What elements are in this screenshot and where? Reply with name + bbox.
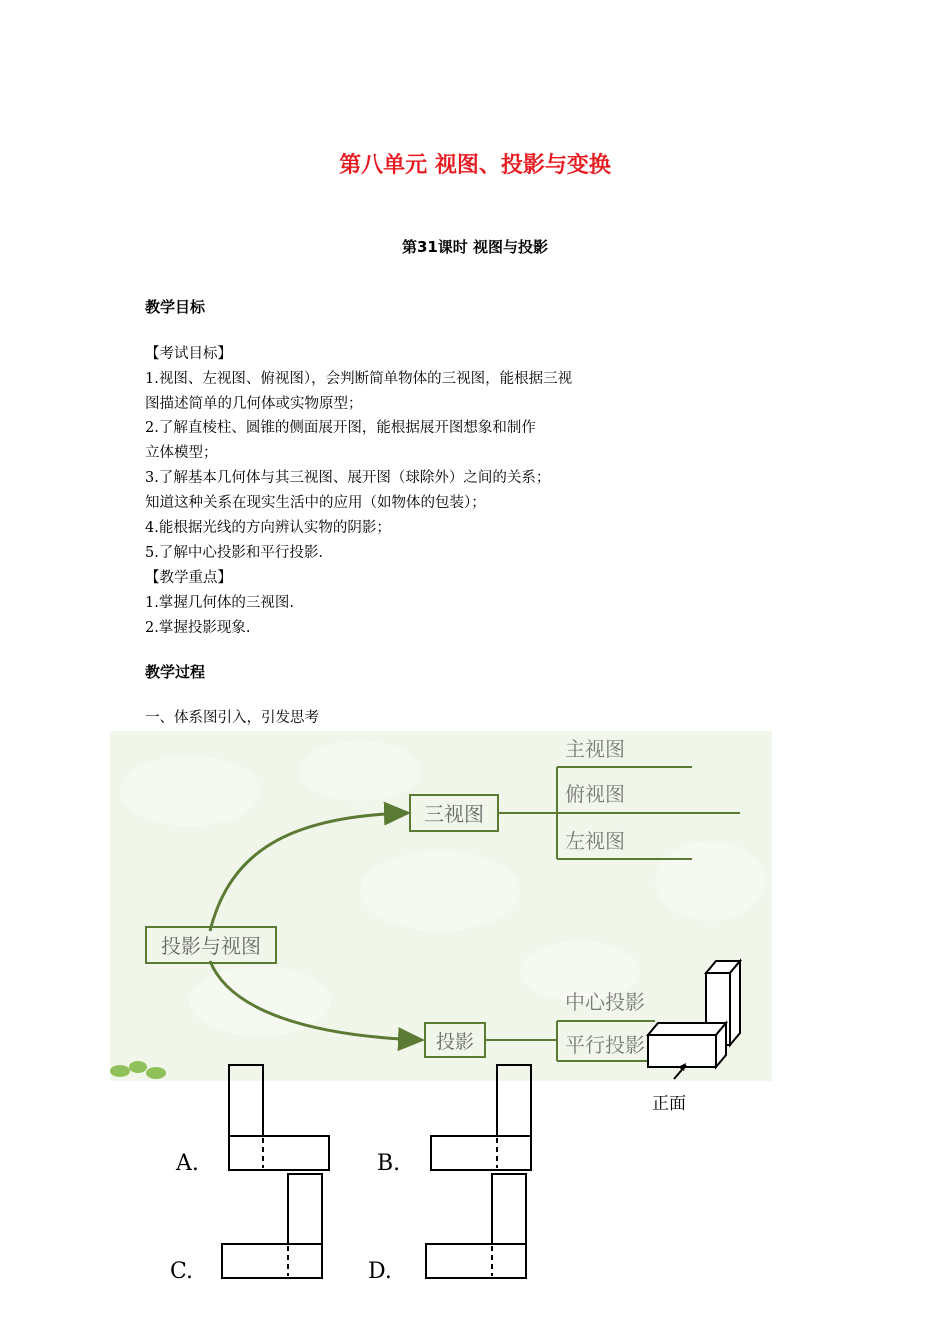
option-d-label: D. — [368, 1259, 392, 1284]
diagram-node-projection: 投影 — [435, 1031, 475, 1053]
goal-line: 5.了解中心投影和平行投影. — [145, 545, 323, 561]
goal-line: 2.了解直棱柱、圆锥的侧面展开图，能根据展开图想象和制作 — [145, 420, 536, 436]
diagram-leaf-top-view: 俯视图 — [565, 782, 625, 806]
goal-line: 图描述简单的几何体或实物原型； — [145, 396, 363, 412]
goal-line: 1.掌握几何体的三视图. — [145, 595, 294, 611]
option-a-label: A. — [176, 1151, 199, 1176]
answer-options — [160, 1060, 580, 1300]
section-heading-process: 教学过程 — [145, 663, 206, 681]
diagram-node-three-views: 三视图 — [424, 802, 484, 826]
diagram-leaf-central-projection: 中心投影 — [565, 990, 645, 1014]
isometric-object — [640, 955, 760, 1115]
goal-line: 1.视图、左视图、俯视图），会判断简单物体的三视图，能根据三视 — [145, 371, 573, 387]
option-b-label: B. — [377, 1151, 401, 1176]
diagram-node-root: 投影与视图 — [161, 934, 261, 958]
goal-line: 立体模型； — [145, 445, 218, 461]
goal-line: 【教学重点】 — [145, 570, 232, 586]
goal-line: 2.掌握投影现象. — [145, 620, 251, 636]
option-c-label: C. — [170, 1259, 194, 1284]
goal-line: 4.能根据光线的方向辨认实物的阴影； — [145, 520, 391, 536]
goal-line: 3.了解基本几何体与其三视图、展开图（球除外）之间的关系； — [145, 470, 551, 486]
page-title: 第八单元 视图、投影与变换 — [339, 153, 611, 178]
goal-line: 知道这种关系在现实生活中的应用（如物体的包装）； — [145, 495, 486, 511]
diagram-leaf-parallel-projection: 平行投影 — [565, 1033, 645, 1057]
lesson-subtitle: 第31课时 视图与投影 — [401, 238, 549, 256]
diagram-leaf-front-view: 主视图 — [565, 737, 625, 761]
intro-line: 一、体系图引入，引发思考 — [145, 710, 319, 726]
front-label: 正面 — [652, 1094, 686, 1114]
section-heading-goals: 教学目标 — [145, 298, 206, 316]
goal-line: 【考试目标】 — [145, 346, 232, 362]
diagram-leaf-left-view: 左视图 — [565, 829, 625, 853]
